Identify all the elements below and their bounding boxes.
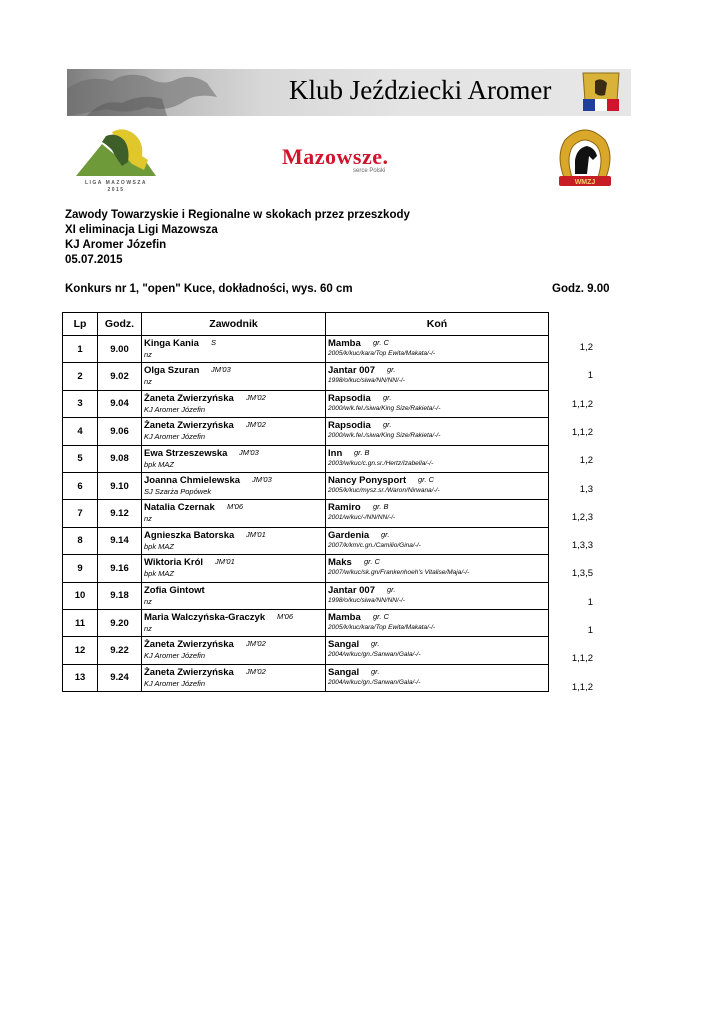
row-rider-cell (142, 363, 326, 390)
horse-group: gr. B (354, 447, 370, 457)
row-lp: 6 (63, 472, 98, 499)
rider-name: Zofia Gintowt (144, 584, 205, 596)
row-time: 9.16 (98, 555, 142, 582)
horse-group: gr. C (373, 338, 389, 347)
horse-name: Rapsodia (328, 392, 371, 404)
header-banner (67, 69, 631, 116)
rider-club: KJ Aromer Józefin (144, 432, 205, 442)
liga-horse-icon (72, 126, 160, 178)
row-time: 9.04 (98, 390, 142, 417)
header-horse: Koń (326, 313, 549, 336)
table-row (63, 637, 549, 664)
row-lp: 10 (63, 582, 98, 609)
row-rider-cell (142, 472, 326, 499)
club-crest-icon (575, 71, 627, 114)
row-points: 1,1,2 (571, 681, 593, 693)
row-points: 1 (587, 370, 593, 382)
contest-time: Godz. 9.00 (552, 283, 610, 295)
header-godz: Godz. (98, 313, 142, 336)
row-time: 9.12 (98, 500, 142, 527)
header-lp: Lp (63, 313, 98, 336)
row-horse-cell (326, 336, 549, 363)
row-points: 1,1,2 (571, 426, 593, 438)
rider-name: Olga Szuran (144, 365, 200, 377)
row-points: 1,3,5 (571, 568, 593, 580)
horse-name: Gardenia (328, 529, 370, 541)
rider-club: bpk MAZ (144, 459, 175, 469)
row-time: 9.18 (98, 582, 142, 609)
horse-details: 2007/k/km/c.gn./Camilio/Gina/-/- (328, 541, 421, 549)
rider-club: nz (144, 377, 152, 387)
horse-group: gr. (381, 529, 390, 539)
row-lp: 12 (63, 637, 98, 664)
event-series: XI eliminacja Ligi Mazowsza (65, 224, 218, 236)
row-points: 1,3,3 (571, 540, 593, 552)
rider-category: JM'02 (246, 666, 266, 676)
row-time: 9.14 (98, 527, 142, 554)
mazowsze-logo (282, 144, 402, 180)
row-rider-cell (142, 609, 326, 636)
row-horse-cell (326, 664, 549, 691)
row-rider-cell (142, 418, 326, 445)
row-horse-cell (326, 390, 549, 417)
row-rider-cell (142, 390, 326, 417)
row-lp: 1 (63, 336, 98, 363)
horse-details: 1998/o/kuc/siwa/NN/NN/-/- (328, 596, 405, 604)
row-lp: 4 (63, 418, 98, 445)
horse-name: Nancy Ponysport (328, 474, 407, 486)
row-points: 1,1,2 (571, 398, 593, 410)
row-time: 9.24 (98, 664, 142, 691)
rider-category: JM'01 (246, 529, 266, 539)
row-rider-cell (142, 555, 326, 582)
liga-year: 2015 (107, 187, 125, 193)
row-rider-cell (142, 664, 326, 691)
table-row (63, 336, 549, 363)
table-row (63, 555, 549, 582)
horse-silhouette-icon (67, 69, 257, 116)
row-points: 1,3 (579, 483, 593, 495)
rider-category: JM'03 (239, 447, 259, 457)
table-row (63, 582, 549, 609)
row-rider-cell (142, 336, 326, 363)
rider-name: Joanna Chmielewska (144, 474, 241, 486)
mazowsze-wordmark: Mazowsze. (282, 144, 389, 169)
contest-name: Konkurs nr 1, "open" Kuce, dokładności, wys. 60 cm (65, 283, 353, 295)
rider-name: Maria Walczyńska-Graczyk (144, 611, 266, 623)
rider-category: JM'02 (246, 639, 266, 649)
horse-details: 2004/w/kuc/gn./Sanwan/Gala/-/- (328, 678, 421, 686)
rider-club: nz (144, 514, 152, 524)
horse-group: gr. (383, 392, 392, 402)
horse-details: 2003/w/kuc/c.gn.sr./Hertz/Izabella/-/- (328, 459, 434, 467)
row-rider-cell (142, 445, 326, 472)
liga-caption: LIGA MAZOWSZA (84, 180, 148, 186)
row-lp: 3 (63, 390, 98, 417)
row-lp: 5 (63, 445, 98, 472)
wmzj-logo (553, 126, 617, 192)
row-points: 1,2 (579, 455, 593, 467)
rider-name: Żaneta Zwierzyńska (144, 392, 234, 404)
table-row (63, 527, 549, 554)
horse-details: 2004/w/kuc/gn./Sanwan/Gala/-/- (328, 651, 421, 659)
rider-category: JM'01 (215, 557, 235, 567)
rider-name: Żaneta Zwierzyńska (144, 420, 234, 432)
row-points: 1,2 (579, 342, 593, 353)
horse-group: gr. (383, 420, 392, 430)
horse-details: 2005/k/kuc/mysz.sr./Waron/Nirwana/-/- (328, 486, 440, 494)
wmzj-label: WMZJ (574, 179, 596, 186)
rider-name: Żaneta Zwierzyńska (144, 666, 234, 678)
table-row (63, 390, 549, 417)
horse-details: 2000/w/k.fel./siwa/King Size/Rakieta/-/- (328, 404, 441, 412)
row-horse-cell (326, 527, 549, 554)
mazowsze-tagline: serce Polski (353, 168, 386, 174)
table-row (63, 609, 549, 636)
row-horse-cell (326, 363, 549, 390)
rider-name: Żaneta Zwierzyńska (144, 639, 234, 651)
row-horse-cell (326, 445, 549, 472)
rider-category: JM'02 (246, 392, 266, 402)
table-row (63, 472, 549, 499)
event-title: Zawody Towarzyskie i Regionalne w skokach przez przeszkody (65, 209, 410, 221)
horse-group: gr. C (418, 474, 434, 484)
rider-club: KJ Aromer Józefin (144, 651, 205, 661)
rider-category: M'06 (277, 611, 294, 621)
table-row (63, 363, 549, 390)
row-horse-cell (326, 555, 549, 582)
rider-name: Wiktoria Król (144, 557, 204, 569)
liga-mazowsza-logo (72, 126, 160, 196)
rider-club: nz (144, 623, 152, 633)
horse-name: Sangal (328, 639, 360, 651)
rider-category: JM'03 (211, 365, 231, 375)
row-time: 9.06 (98, 418, 142, 445)
rider-name: Agnieszka Batorska (144, 529, 235, 541)
horse-details: 2000/w/k.fel./siwa/King Size/Rakieta/-/- (328, 432, 441, 440)
rider-club: KJ Aromer Józefin (144, 404, 205, 414)
event-venue: KJ Aromer Józefin (65, 239, 167, 251)
horse-group: gr. (371, 666, 380, 676)
row-rider-cell (142, 582, 326, 609)
rider-category: JM'03 (252, 474, 272, 484)
row-time: 9.10 (98, 472, 142, 499)
horse-group: gr. (371, 639, 380, 649)
horse-name: Sangal (328, 666, 360, 678)
rider-category: S (211, 338, 217, 347)
horse-details: 1998/o/kuc/siwa/NN/NN/-/- (328, 377, 405, 385)
horse-group: gr. (387, 584, 396, 594)
event-date: 05.07.2015 (65, 254, 123, 266)
row-time: 9.02 (98, 363, 142, 390)
horse-name: Maks (328, 557, 352, 569)
horse-group: gr. B (373, 502, 389, 512)
table-row (63, 664, 549, 691)
row-lp: 9 (63, 555, 98, 582)
row-rider-cell (142, 500, 326, 527)
row-lp: 7 (63, 500, 98, 527)
row-lp: 8 (63, 527, 98, 554)
horse-group: gr. (387, 365, 396, 375)
row-points: 1 (587, 596, 593, 608)
row-horse-cell (326, 418, 549, 445)
rider-club: KJ Aromer Józefin (144, 678, 205, 688)
row-rider-cell (142, 527, 326, 554)
rider-club: SJ Szarża Popówek (144, 486, 212, 496)
rider-club: bpk MAZ (144, 569, 175, 579)
rider-name: Kinga Kania (144, 338, 199, 349)
horse-name: Inn (328, 447, 343, 459)
wmzj-horseshoe-icon (553, 126, 617, 192)
rider-club: bpk MAZ (144, 541, 175, 551)
row-rider-cell (142, 637, 326, 664)
rider-club: nz (144, 596, 152, 606)
table-row (63, 445, 549, 472)
row-time: 9.00 (98, 336, 142, 363)
horse-name: Ramiro (328, 502, 361, 514)
table-header-row (63, 313, 549, 336)
start-list-table (62, 312, 549, 692)
rider-category: M'06 (227, 502, 244, 512)
horse-name: Mamba (328, 611, 361, 623)
row-points: 1 (587, 625, 593, 636)
horse-group: gr. C (373, 611, 389, 621)
row-horse-cell (326, 582, 549, 609)
horse-details: 2005/k/kuc/kara/Top Ewita/Makata/-/- (328, 623, 436, 631)
horse-name: Jantar 007 (328, 365, 376, 377)
row-lp: 13 (63, 664, 98, 691)
row-points: 1,2,3 (571, 511, 593, 523)
table-row (63, 500, 549, 527)
horse-name: Mamba (328, 338, 361, 349)
row-lp: 11 (63, 609, 98, 636)
row-lp: 2 (63, 363, 98, 390)
rider-club: nz (144, 350, 152, 359)
horse-name: Jantar 007 (328, 584, 376, 596)
horse-details: 2001/w/kuc/-/NN/NN/-/- (328, 514, 396, 522)
row-time: 9.22 (98, 637, 142, 664)
header-rider: Zawodnik (142, 313, 326, 336)
row-horse-cell (326, 472, 549, 499)
horse-details: 2007/w/kuc/sk.gn/Frankenhoeh's Vitalise/Maja/-/- (328, 569, 470, 577)
row-points: 1,1,2 (571, 653, 593, 665)
row-horse-cell (326, 637, 549, 664)
table-row (63, 418, 549, 445)
row-time: 9.20 (98, 609, 142, 636)
horse-name: Rapsodia (328, 420, 371, 432)
club-title: Klub Jeździecki Aromer (289, 75, 552, 105)
rider-category: JM'02 (246, 420, 266, 430)
row-horse-cell (326, 609, 549, 636)
horse-group: gr. C (364, 557, 380, 567)
row-horse-cell (326, 500, 549, 527)
rider-name: Natalia Czernak (144, 502, 215, 514)
horse-details: 2005/k/kuc/kara/Top Ewita/Makata/-/- (328, 350, 436, 357)
rider-name: Ewa Strzeszewska (144, 447, 228, 459)
row-time: 9.08 (98, 445, 142, 472)
